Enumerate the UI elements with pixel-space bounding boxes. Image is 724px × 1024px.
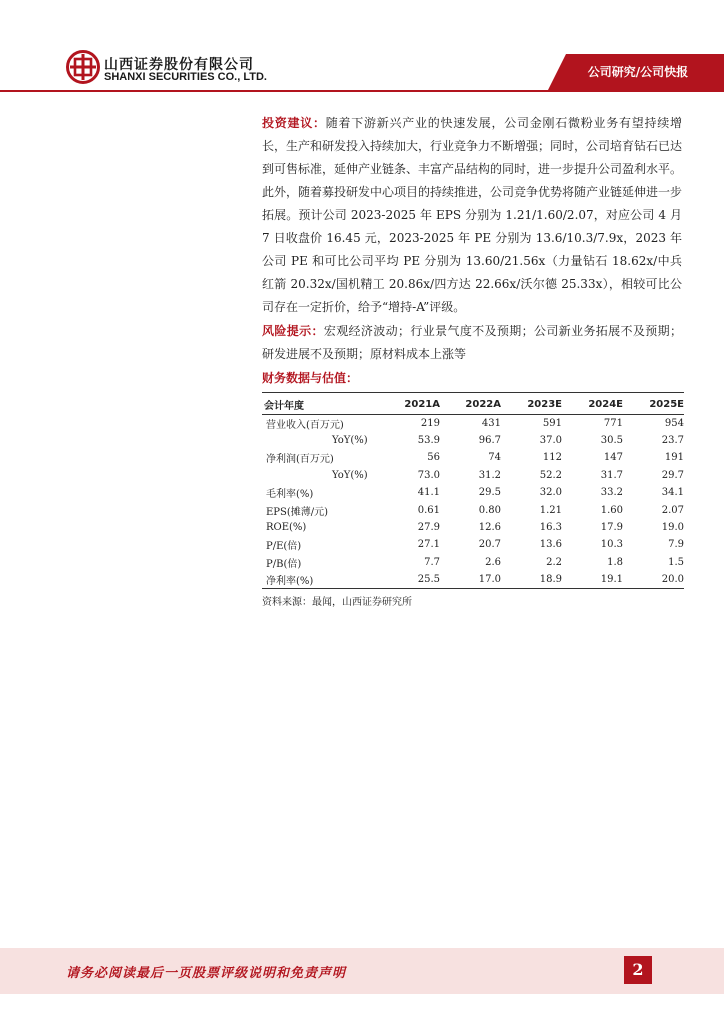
table-row (262, 554, 684, 571)
table-cell: 1.60 (600, 504, 623, 516)
table-cell: 41.1 (417, 487, 440, 499)
row-label: EPS(摊薄/元) (266, 506, 329, 518)
table-row (262, 449, 684, 466)
table-cell: 0.80 (478, 504, 501, 516)
table-cell: 7.7 (424, 556, 440, 568)
table-cell: 52.2 (539, 469, 562, 481)
table-cell: 30.5 (600, 435, 623, 447)
table-cell: 1.8 (607, 556, 623, 568)
table-cell: 23.7 (661, 435, 684, 447)
table-cell: 33.2 (600, 487, 623, 499)
table-header-cell: 会计年度 (262, 393, 390, 415)
page-number: 2 (624, 956, 652, 984)
table-header-row (262, 393, 684, 415)
table-header-cell: 2022A (440, 393, 501, 415)
table-cell: 954 (664, 417, 684, 429)
table-cell: 771 (603, 417, 623, 429)
table-cell: 34.1 (661, 487, 684, 499)
table-cell: 2.2 (546, 556, 562, 568)
table-cell: 56 (427, 452, 440, 464)
table-cell: 20.0 (623, 571, 684, 588)
table-cell: 112 (542, 452, 562, 464)
table-cell: 37.0 (539, 435, 562, 447)
table-cell: 19.1 (562, 571, 623, 588)
table-row (262, 536, 684, 553)
table-cell: 13.6 (539, 539, 562, 551)
table-cell: 96.7 (478, 435, 501, 447)
data-source-note: 资料来源：最闻，山西证券研究所 (262, 596, 412, 608)
table-cell: 18.9 (501, 571, 562, 588)
table-cell: 431 (481, 417, 501, 429)
company-name-cn: 山西证券股份有限公司 (104, 57, 254, 73)
risk-warning-lead: 风险提示： (262, 324, 324, 338)
table-cell: 73.0 (417, 469, 440, 481)
table-cell: 53.9 (417, 435, 440, 447)
financial-table-title: 财务数据与估值： (262, 371, 359, 385)
table-cell: 219 (420, 417, 440, 429)
table-cell: 1.21 (539, 504, 562, 516)
table-cell: 12.6 (478, 522, 501, 534)
table-cell: 191 (664, 452, 684, 464)
table-cell: 29.5 (478, 487, 501, 499)
table-row (262, 571, 684, 588)
investment-advice-text: 随着下游新兴产业的快速发展，公司金刚石微粉业务有望持续增长，生产和研发投入持续加大，行业竞争力不断增强；同时，公司培育钻石已达到可售标准，延伸产业链条、丰富产品结构的同时，进一步提升公司盈利水平。此外，随着募投研发中心项目的持续推进，公司竞争优势将随产业链延伸进一步拓展。预计公司 2023-2025 年 EPS 分别为 1.21/1.60/2.07，对应公司 4 月 7 日收盘价 16.45 元，2023-2025 年 PE 分别为 13.6/10.3/7.9x，2023 年公司 PE 和可比公司平均 PE 分别为 13.60/21.56x（力量钻石 18.62x/中兵红箭 20.32x/国机精工 20.86x/四方达 22.66x/沃尔德 25.33x），相较可比公司存在一定折价，给予“增持-A”评级。 (262, 116, 683, 314)
table-header-cell: 2024E (562, 393, 623, 415)
table-header-cell: 2025E (623, 393, 684, 415)
table-row (262, 484, 684, 501)
row-label: YoY(%) (332, 469, 368, 481)
row-label: P/E(倍) (266, 541, 302, 553)
table-header-cell: 2023E (501, 393, 562, 415)
table-cell: 1.5 (668, 556, 684, 568)
row-label: 毛利率(%) (266, 489, 314, 501)
table-cell: 0.61 (417, 504, 440, 516)
table-cell: 7.9 (668, 539, 684, 551)
risk-warning-text: 宏观经济波动；行业景气度不及预期；公司新业务拓展不及预期；研发进展不及预期；原材料成本上涨等 (262, 324, 682, 361)
investment-advice-lead: 投资建议： (262, 116, 326, 130)
disclaimer-text: 请务必阅读最后一页股票评级说明和免责声明 (66, 966, 347, 981)
row-label: 净利润(百万元) (266, 454, 334, 466)
row-label: P/B(倍) (266, 558, 302, 570)
table-cell: 19.0 (661, 522, 684, 534)
table-row (262, 501, 684, 518)
table-row (262, 519, 684, 536)
table-cell: 27.1 (417, 539, 440, 551)
main-content (262, 112, 682, 608)
table-row (262, 415, 684, 432)
risk-warning (262, 320, 682, 366)
table-cell: 10.3 (600, 539, 623, 551)
table-cell: 17.0 (440, 571, 501, 588)
table-cell: 31.7 (600, 469, 623, 481)
table-cell: 32.0 (539, 487, 562, 499)
company-name-en: SHANXI SECURITIES CO., LTD. (104, 71, 267, 83)
table-cell: 2.6 (485, 556, 501, 568)
report-type: 公司研究/公司快报 (587, 65, 689, 79)
row-label: ROE(%) (266, 522, 307, 534)
financial-table (262, 392, 684, 589)
table-row (262, 432, 684, 449)
table-cell: 27.9 (417, 522, 440, 534)
row-label: 净利率(%) (262, 571, 390, 588)
shanxi-securities-logo-icon (66, 50, 100, 84)
table-header-cell: 2021A (390, 393, 440, 415)
header-divider (0, 90, 724, 92)
row-label: YoY(%) (332, 435, 368, 447)
table-cell: 17.9 (600, 522, 623, 534)
row-label: 营业收入(百万元) (266, 419, 344, 431)
table-cell: 16.3 (539, 522, 562, 534)
table-row (262, 467, 684, 484)
table-cell: 31.2 (478, 469, 501, 481)
table-cell: 591 (542, 417, 562, 429)
table-cell: 20.7 (478, 539, 501, 551)
table-cell: 29.7 (661, 469, 684, 481)
table-cell: 25.5 (390, 571, 440, 588)
table-cell: 2.07 (661, 504, 684, 516)
table-cell: 147 (603, 452, 623, 464)
investment-advice (262, 112, 682, 319)
page-header (0, 0, 724, 92)
table-cell: 74 (488, 452, 501, 464)
